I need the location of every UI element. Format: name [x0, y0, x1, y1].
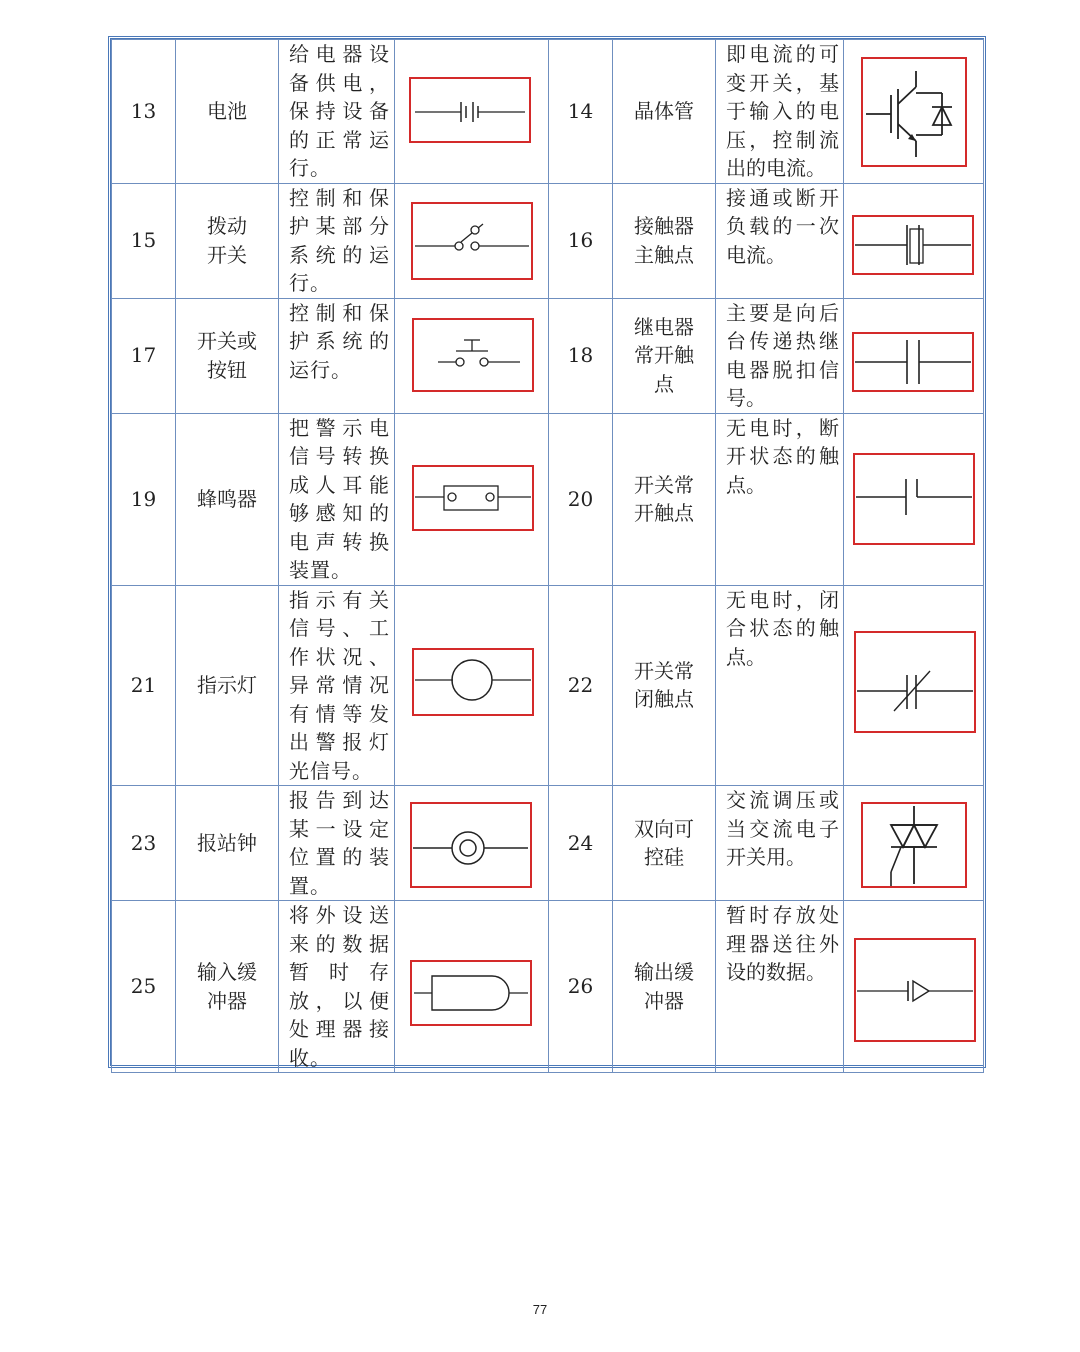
symbol-number: 21	[112, 585, 176, 786]
symbol-number: 15	[112, 183, 176, 298]
symbol-number: 25	[112, 901, 176, 1073]
symbol-name: 开关常 闭触点	[613, 585, 716, 786]
buzzer-symbol-icon	[412, 465, 534, 531]
output-buffer-symbol-icon	[854, 938, 976, 1042]
symbol-description: 主要是向后台传递热继电器脱扣信号。	[716, 298, 844, 413]
symbol-number: 20	[549, 413, 613, 585]
symbol-cell	[844, 901, 984, 1073]
symbol-name: 双向可 控硅	[613, 786, 716, 901]
symbol-name: 输出缓 冲器	[613, 901, 716, 1073]
symbol-number: 17	[112, 298, 176, 413]
symbol-description: 将外设送来的数据暂时存放，以便处理器接收。	[279, 901, 395, 1073]
symbol-name: 报站钟	[176, 786, 279, 901]
symbol-name: 接触器 主触点	[613, 183, 716, 298]
input-buffer-symbol-icon	[410, 960, 532, 1026]
symbol-name: 开关或 按钮	[176, 298, 279, 413]
symbol-description: 给电器设备供电，保持设备的正常运行。	[279, 40, 395, 184]
station-bell-symbol-icon	[410, 802, 532, 888]
symbol-cell	[844, 786, 984, 901]
symbol-name: 继电器 常开触 点	[613, 298, 716, 413]
relay-no-contact-symbol-icon	[852, 332, 974, 392]
symbol-cell	[844, 585, 984, 786]
table-row	[112, 786, 984, 901]
symbol-name: 拨动 开关	[176, 183, 279, 298]
table-row	[112, 413, 984, 585]
table-row	[112, 901, 984, 1073]
symbol-cell	[395, 413, 549, 585]
symbol-number: 18	[549, 298, 613, 413]
symbol-cell	[844, 40, 984, 184]
symbol-cell	[844, 183, 984, 298]
table-row	[112, 40, 984, 184]
symbol-name: 开关常 开触点	[613, 413, 716, 585]
symbol-cell	[395, 298, 549, 413]
symbol-cell	[395, 901, 549, 1073]
electrical-symbols-table	[111, 39, 984, 1073]
symbol-name: 晶体管	[613, 40, 716, 184]
symbol-description: 报告到达某一设定位置的装置。	[279, 786, 395, 901]
symbol-name: 电池	[176, 40, 279, 184]
symbol-cell	[395, 40, 549, 184]
symbol-description: 指示有关信号、工作状况、异常情况有情等发出警报灯光信号。	[279, 585, 395, 786]
symbol-description: 无电时，断开状态的触点。	[716, 413, 844, 585]
symbol-description: 无电时，闭合状态的触点。	[716, 585, 844, 786]
igbt-transistor-symbol-icon	[861, 57, 967, 167]
table-row	[112, 298, 984, 413]
symbol-cell	[844, 413, 984, 585]
normally-open-contact-symbol-icon	[853, 453, 975, 545]
symbol-cell	[395, 786, 549, 901]
symbol-name: 输入缓 冲器	[176, 901, 279, 1073]
normally-closed-contact-symbol-icon	[854, 631, 976, 733]
symbol-number: 14	[549, 40, 613, 184]
battery-symbol-icon	[409, 77, 531, 143]
symbol-name: 指示灯	[176, 585, 279, 786]
symbol-number: 26	[549, 901, 613, 1073]
symbol-description: 控制和保护某部分系统的运行。	[279, 183, 395, 298]
triac-symbol-icon	[861, 802, 967, 888]
table-row	[112, 183, 984, 298]
symbol-number: 16	[549, 183, 613, 298]
symbol-number: 24	[549, 786, 613, 901]
symbol-number: 22	[549, 585, 613, 786]
table-row	[112, 585, 984, 786]
symbol-cell	[395, 585, 549, 786]
symbol-description: 把警示电信号转换成人耳能够感知的电声转换装置。	[279, 413, 395, 585]
push-button-symbol-icon	[412, 318, 534, 392]
symbol-number: 19	[112, 413, 176, 585]
symbol-description: 控制和保护系统的运行。	[279, 298, 395, 413]
toggle-switch-symbol-icon	[411, 202, 533, 280]
indicator-lamp-symbol-icon	[412, 648, 534, 716]
contactor-main-contact-symbol-icon	[852, 215, 974, 275]
symbol-cell	[395, 183, 549, 298]
page-number: 77	[532, 1302, 548, 1317]
symbol-name: 蜂鸣器	[176, 413, 279, 585]
symbol-number: 23	[112, 786, 176, 901]
symbol-description: 即电流的可变开关，基于输入的电压，控制流出的电流。	[716, 40, 844, 184]
symbol-cell	[844, 298, 984, 413]
symbol-description: 暂时存放处理器送往外设的数据。	[716, 901, 844, 1073]
symbol-description: 接通或断开负载的一次电流。	[716, 183, 844, 298]
symbol-number: 13	[112, 40, 176, 184]
symbol-description: 交流调压或当交流电子开关用。	[716, 786, 844, 901]
